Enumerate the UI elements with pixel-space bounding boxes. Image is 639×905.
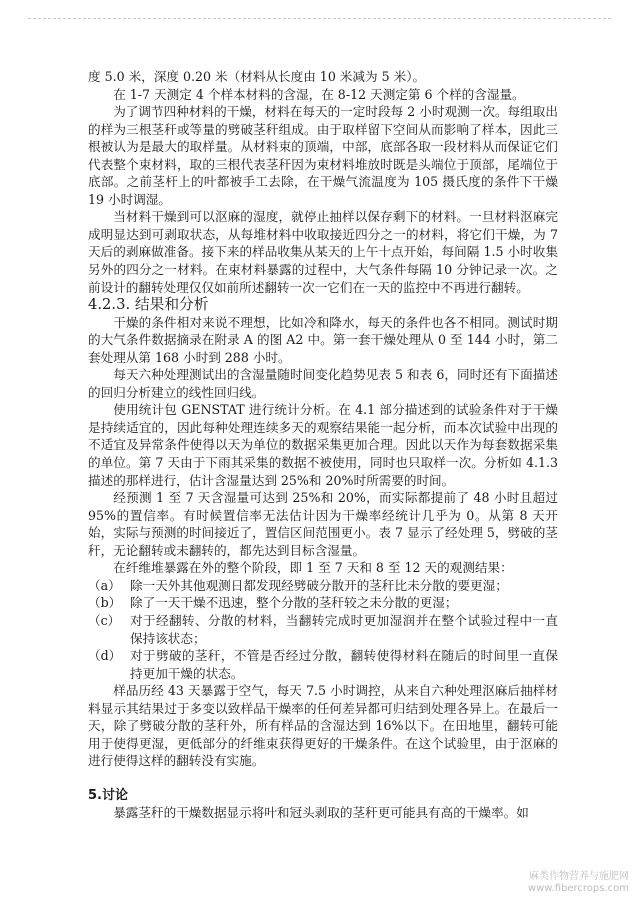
list-marker: （d） [88, 648, 122, 664]
list-item-text: 除一天外其他观测日都发现经劈破分散开的茎秆比未分散的要更湿； [130, 577, 508, 593]
list-marker: （a） [88, 577, 121, 593]
observation-list [88, 577, 558, 682]
paragraph-retting: 当材料干燥到可以沤麻的湿度，就停止抽样以保存剩下的材料。一旦材料沤麻完成明显达到可剥取状态，从每堆材料中收取接近四分之一的材料，将它们干燥，为 7 天后的剥麻做准备。接下来的样品收集从某天的上午十点开始，每间隔 1.5 小时收集另外的四分之一材料。在束材料暴露的过程中，大气条件每隔 10 分钟记录一次。之前设计的翻转处理仅仅如前所述翻转一次一它们在一天的监控中不再进行翻转。 [88, 209, 558, 295]
paragraph-exposure-results: 样品历经 43 天暴露于空气，每天 7.5 小时调控，从来自六种处理沤麻后抽样材料显示其结果过于多变以致样品干燥率的任何差异都可归结到处理各异上。在最后一天，除了劈破分散的茎秆外，所有样品的含湿达到 16%以下。在田地里，翻转可能用于使得更湿，更低部分的纤维束获得更好的干燥条件。在这个试验里，由于沤麻的进行使得这样的翻转没有实施。 [88, 683, 558, 769]
list-item [88, 594, 558, 612]
paragraph-conditions: 干燥的条件相对来说不理想，比如冷和降水，每天的条件也各不相同。测试时期的大气条件数据摘录在附录 A 的图 A2 中。第一套干燥处理从 0 至 144 小时，第二套处理从第 168 小时到 288 小时。 [88, 314, 558, 365]
header-divider [28, 18, 611, 19]
list-item [88, 577, 558, 595]
list-item [88, 612, 558, 647]
paragraph-drying-method: 为了调节四种材料的干燥，材料在每天的一定时段每 2 小时观测一次。每组取出的样为三根茎秆或等量的劈破茎秆组成。由于取样留下空间从而影响了样本，因此三根被认为是最大的取样量。从材料束的顶端，中部，底部各取一段材料从而保证它们代表整个束材料，取的三根代表茎秆因为束材料堆放时既是头端位于顶部，尾端位于底部。之前茎杆上的叶都被手工去除，在干燥气流温度为 105 摄氏度的条件下干燥 19 小时调湿。 [88, 104, 558, 207]
list-marker: （b） [88, 595, 122, 611]
list-marker: （c） [88, 612, 121, 628]
watermark-site-name: 麻类作物营养与施肥网 [529, 871, 629, 882]
paragraph-statistics: 使用统计包 GENSTAT 进行统计分析。在 4.1 部分描述到的试验条件对于干燥是持续适宜的，因此每种处理连续多天的观察结果能一起分析，而本次试验中出现的不适宜及异常条件使得以天为单位的数据采集更加合理。因此以天作为每套数据采集的单位。第 7 天由于下雨其采集的数据不被使用，同时也只取样一次。分析如 4.1.3 描述的那样进行，估计含湿量达到 25%和 20%时所需要的时间。 [88, 402, 558, 488]
document-body [88, 68, 558, 822]
list-item [88, 647, 558, 682]
paragraph-prediction: 经预测 1 至 7 天含湿量可达到 25%和 20%，而实际都提前了 48 小时且超过 95%的置信率。有时候置信率无法估计因为干燥率经统计几乎为 0。从第 8 天开始，实际与预测的时间接近了，置信区间范围更小。表 7 显示了经处理 5，劈破的茎秆，无论翻转或未翻转的，都先达到目标含湿量。 [88, 490, 558, 558]
list-item-text: 对于劈破的茎秆，不管是否经过分散，翻转使得材料在随后的时间里一直保持更加干燥的状态。 [130, 648, 558, 681]
list-item-text: 对于经翻转、分散的材料，当翻转完成时更加湿润并在整个试验过程中一直保持该状态； [130, 612, 558, 646]
section-heading-discussion: 5.讨论 [88, 787, 128, 803]
paragraph-dimensions: 度 5.0 米，深度 0.20 米（材料从长度由 10 米减为 5 米）。 [88, 69, 426, 84]
paragraph-moisture-trend: 每天六种处理测试出的含湿量随时间变化趋势见表 5 和表 6，同时还有下面描述的回归分析建立的线性回归线。 [88, 367, 558, 400]
watermark-url: www.fibercrops.com [527, 883, 629, 894]
paragraph-sampling-days: 在 1-7 天测定 4 个样本材料的含湿，在 8-12 天测定第 6 个样的含湿量。 [113, 86, 525, 102]
paragraph-discussion: 暴露茎秆的干燥数据显示将叶和冠头剥取的茎秆更可能具有高的干燥率。如 [113, 805, 529, 821]
site-watermark [528, 871, 629, 895]
paragraph-observation-intro: 在纤维堆暴露在外的整个阶段，即 1 至 7 天和 8 至 12 天的观测结果： [113, 560, 513, 576]
section-heading-results: 4.2.3. 结果和分析 [88, 296, 209, 314]
list-item-text: 除了一天干燥不迅速，整个分散的茎秆较之未分散的更湿； [130, 595, 458, 611]
